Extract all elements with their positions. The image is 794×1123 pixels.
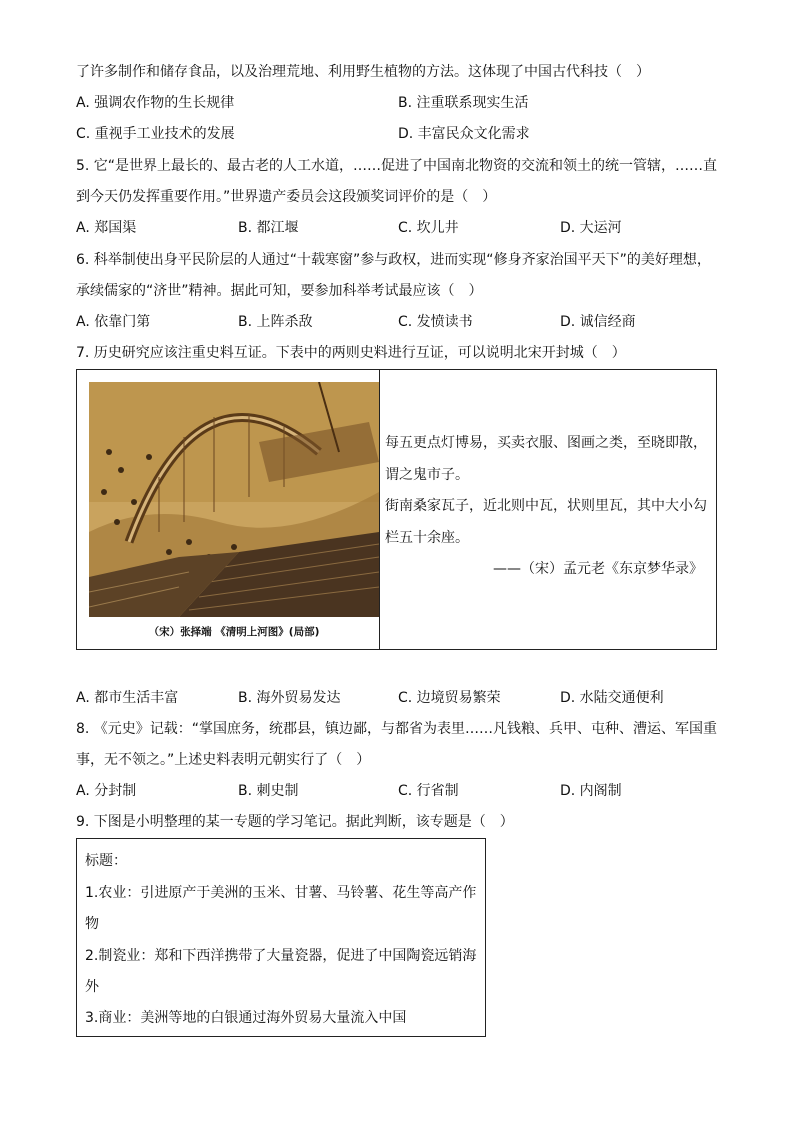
note-title: 标题： xyxy=(85,853,127,869)
q7-option-b: B. 海外贸易发达 xyxy=(238,690,341,706)
q5-option-d: D. 大运河 xyxy=(560,220,622,236)
q5-option-a: A. 郑国渠 xyxy=(76,220,137,236)
source-1-line2: 谓之鬼市子。 xyxy=(385,466,469,483)
note-item-3: 3.商业：美洲等地的白银通过海外贸易大量流入中国 xyxy=(85,1010,407,1026)
q7-option-a: A. 都市生活丰富 xyxy=(76,690,179,706)
source-2-line1: 街南桑家瓦子，近北则中瓦，状则里瓦，其中大小勾 xyxy=(385,498,707,514)
q8-stem-line1: 8. 《元史》记载：“掌国庶务，统郡县，镇边鄙，与都省为表里……凡钱粮、兵甲、屯种、漕运、军国重 xyxy=(76,721,718,737)
q5-stem-line1: 5. 它“是世界上最长的、最古老的人工水道，……促进了中国南北物资的交流和领土的统一管辖，……直 xyxy=(76,158,718,174)
q8-option-c: C. 行省制 xyxy=(398,783,459,799)
table-divider xyxy=(379,370,380,649)
q8-option-a: A. 分封制 xyxy=(76,783,137,799)
q7-option-c: C. 边境贸易繁荣 xyxy=(398,690,501,706)
q6-stem-line2: 承续儒家的“济世”精神。据此可知，要参加科举考试最应该（ ） xyxy=(76,283,483,299)
q4-option-a: A. 强调农作物的生长规律 xyxy=(76,95,235,111)
qingming-painting-illustration xyxy=(89,382,379,617)
q8-stem-line2: 事，无不领之。”上述史料表明元朝实行了（ ） xyxy=(76,752,371,768)
q5-stem-line2: 到今天仍发挥重要作用。”世界遗产委员会这段颁奖词评价的是（ ） xyxy=(76,189,497,205)
note-item-1-line1: 1.农业：引进原产于美洲的玉米、甘薯、马铃薯、花生等高产作 xyxy=(85,885,477,901)
source-text xyxy=(385,428,715,586)
q5-option-b: B. 都江堰 xyxy=(238,220,299,236)
note-item-1-line2: 物 xyxy=(85,916,99,932)
source-2-line2: 栏五十余座。 xyxy=(385,529,469,546)
q8-option-d: D. 内阁制 xyxy=(560,783,622,799)
q6-option-a: A. 依靠门第 xyxy=(76,314,151,330)
q9-stem: 9. 下图是小明整理的某一专题的学习笔记。据此判断，该专题是（ ） xyxy=(76,814,514,830)
q4-option-d: D. 丰富民众文化需求 xyxy=(398,126,530,142)
painting-image xyxy=(89,382,379,617)
source-citation: ——（宋）孟元老《东京梦华录》 xyxy=(493,561,703,577)
q6-option-c: C. 发愤读书 xyxy=(398,314,473,330)
q4-option-c: C. 重视手工业技术的发展 xyxy=(76,126,235,142)
q7-option-d: D. 水陆交通便利 xyxy=(560,690,664,706)
q7-stem: 7. 历史研究应该注重史料互证。下表中的两则史料进行互证，可以说明北宋开封城（ ） xyxy=(76,345,626,361)
q4-stem: 了许多制作和储存食品，以及治理荒地、利用野生植物的方法。这体现了中国古代科技（ ） xyxy=(76,64,650,80)
q5-option-c: C. 坎儿井 xyxy=(398,220,459,236)
note-item-2-line1: 2.制瓷业：郑和下西洋携带了大量瓷器，促进了中国陶瓷远销海 xyxy=(85,948,477,964)
source-1-line1: 每五更点灯博易，买卖衣服、图画之类，至晓即散， xyxy=(385,435,707,451)
painting-caption: （宋）张择端 《清明上河图》(局部) xyxy=(148,626,320,638)
q4-option-b: B. 注重联系现实生活 xyxy=(398,95,529,111)
note-item-2-line2: 外 xyxy=(85,979,99,995)
source-table xyxy=(76,369,717,650)
q6-option-b: B. 上阵杀敌 xyxy=(238,314,313,330)
study-note-box xyxy=(76,838,486,1037)
q6-stem-line1: 6. 科举制使出身平民阶层的人通过“十载寒窗”参与政权，进而实现“修身齐家治国平天下”的美好理想， xyxy=(76,252,711,268)
q8-option-b: B. 刺史制 xyxy=(238,783,299,799)
q6-option-d: D. 诚信经商 xyxy=(560,314,636,330)
